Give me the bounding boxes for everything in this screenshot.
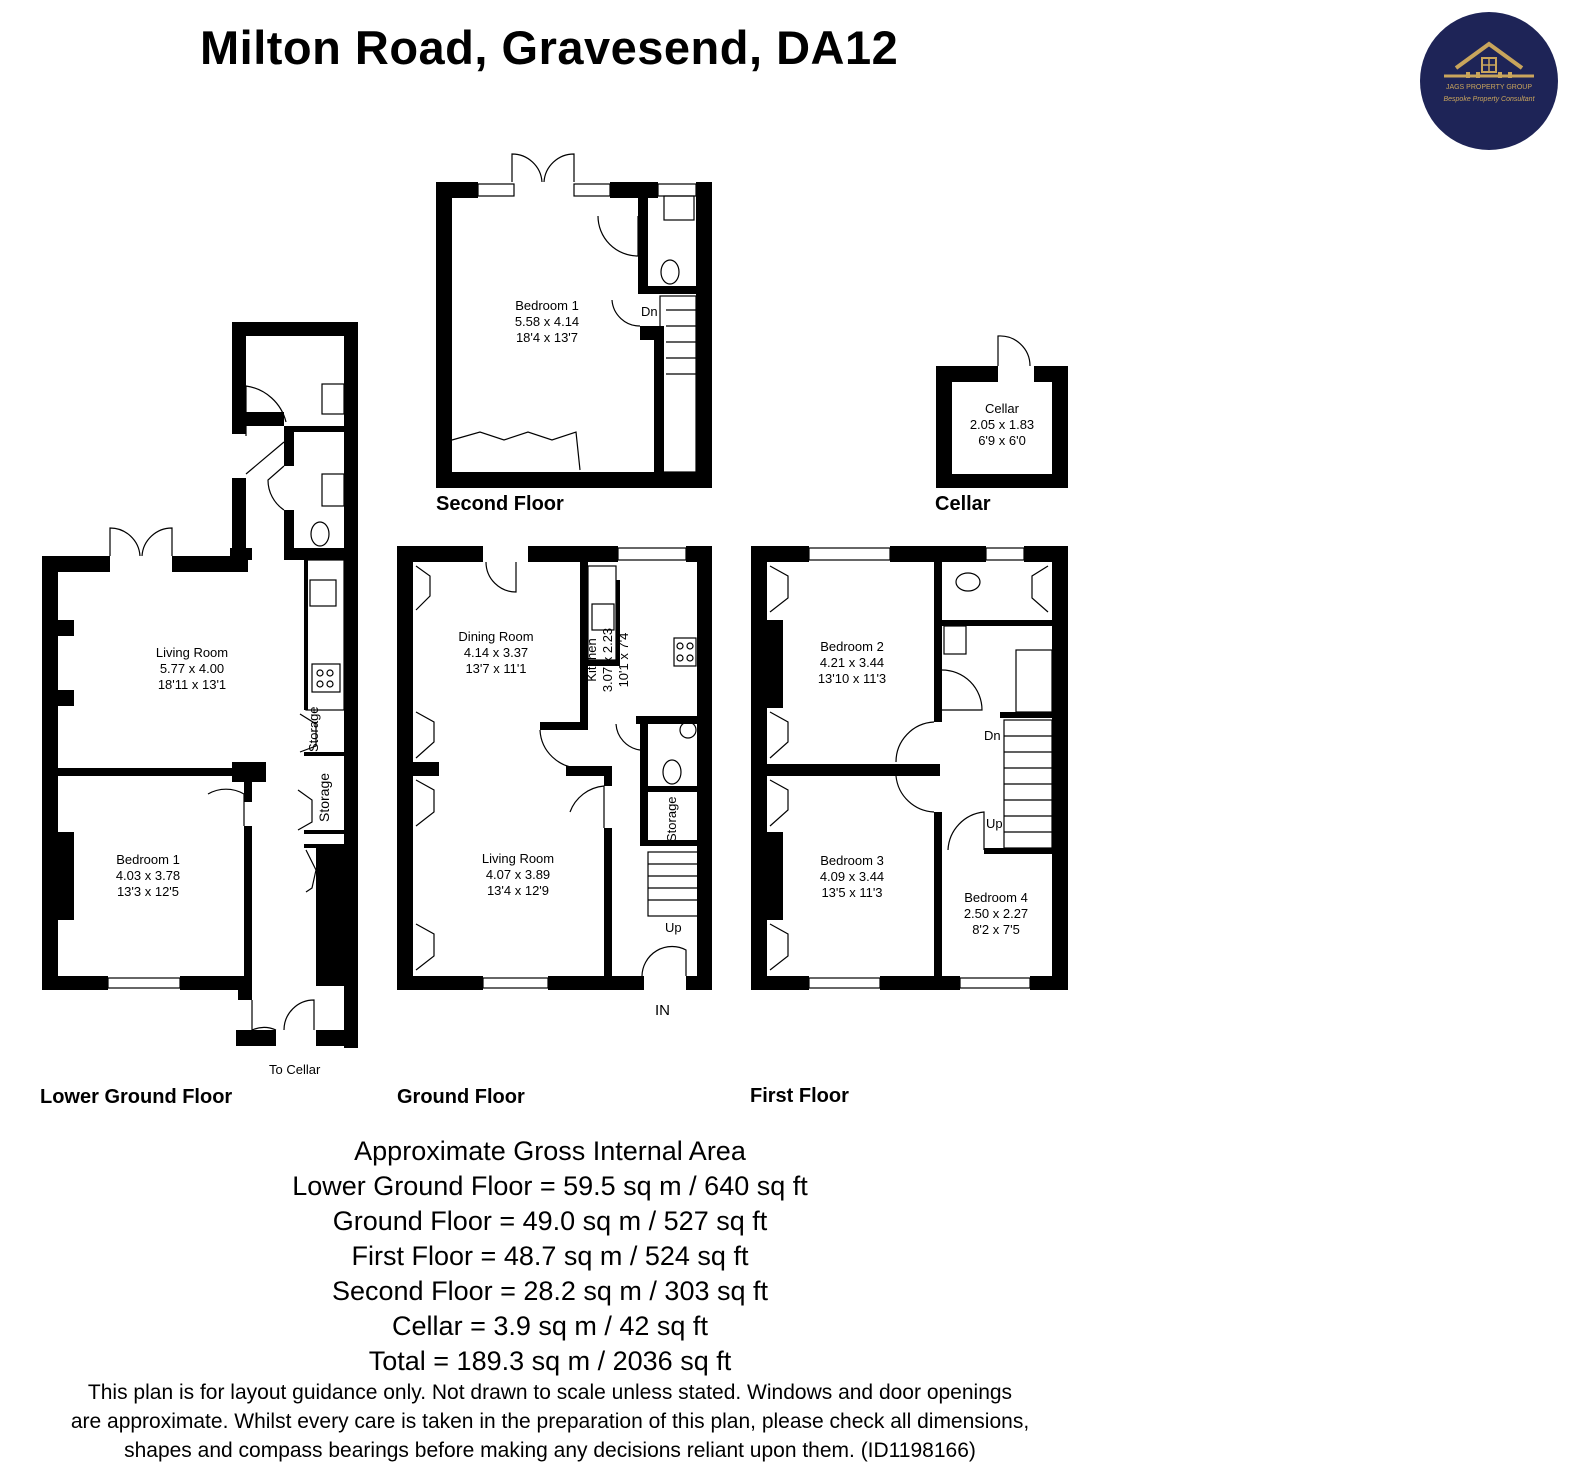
disclaimer-line: This plan is for layout guidance only. Not drawn to scale unless stated. Windows and door openings <box>87 1381 1013 1404</box>
room-metric: 4.07 x 3.89 <box>485 867 551 882</box>
area-summary <box>0 1134 1100 1379</box>
room-name: Living Room <box>155 645 229 660</box>
house-icon <box>1420 12 1558 150</box>
area-total: Total = 189.3 sq m / 2036 sq ft <box>368 1346 732 1376</box>
room-label <box>916 890 1076 938</box>
room-label <box>584 610 632 710</box>
area-line: Cellar = 3.9 sq m / 42 sq ft <box>392 1311 708 1341</box>
room-label <box>416 629 576 677</box>
room-metric: 5.77 x 4.00 <box>159 661 225 676</box>
room-name: Dining Room <box>458 629 534 644</box>
room-name: Bedroom 1 <box>515 298 579 313</box>
floor-label-lower-ground: Lower Ground Floor <box>40 1086 233 1108</box>
disclaimer <box>0 1378 1100 1465</box>
storage-label: Storage <box>664 796 679 842</box>
room-name: Cellar <box>985 401 1019 416</box>
room-imperial: 10'1 x 7'4 <box>616 632 631 688</box>
room-imperial: 13'3 x 12'5 <box>116 884 180 899</box>
area-line: Lower Ground Floor = 59.5 sq m / 640 sq ft <box>292 1171 808 1201</box>
room-name: Bedroom 1 <box>116 852 180 867</box>
room-imperial: 18'11 x 13'1 <box>157 677 227 692</box>
room-label <box>772 639 932 687</box>
stairs-up-label: Up <box>986 816 1003 831</box>
room-name: Bedroom 3 <box>820 853 884 868</box>
room-label <box>438 851 598 899</box>
logo-tagline: Bespoke Property Consultant <box>1443 96 1535 103</box>
company-logo <box>1420 12 1558 150</box>
room-metric: 2.50 x 2.27 <box>963 906 1029 921</box>
to-cellar-label: To Cellar <box>269 1062 321 1077</box>
floor-label-ground: Ground Floor <box>397 1086 525 1108</box>
storage-label: Storage <box>316 772 332 822</box>
logo-name: JAGS PROPERTY GROUP <box>1445 84 1533 91</box>
room-name: Kitchen <box>584 638 599 682</box>
room-label <box>467 298 627 346</box>
room-imperial: 8'2 x 7'5 <box>972 922 1020 937</box>
storage-label: Storage <box>306 706 321 752</box>
stairs-down-label: Dn <box>641 304 658 319</box>
stairs-down-label: Dn <box>984 728 1001 743</box>
room-imperial: 13'10 x 11'3 <box>817 671 887 686</box>
room-metric: 3.07 x 2.23 <box>600 627 615 693</box>
floor-label-cellar: Cellar <box>935 493 991 515</box>
area-heading: Approximate Gross Internal Area <box>354 1136 746 1166</box>
area-line: Second Floor = 28.2 sq m / 303 sq ft <box>332 1276 768 1306</box>
disclaimer-line: are approximate. Whilst every care is taken in the preparation of this plan, please check all dimensions, <box>70 1410 1030 1433</box>
entrance-label: IN <box>655 1002 670 1019</box>
room-metric: 4.14 x 3.37 <box>463 645 529 660</box>
room-imperial: 6'9 x 6'0 <box>978 433 1026 448</box>
room-imperial: 18'4 x 13'7 <box>515 330 579 345</box>
room-imperial: 13'5 x 11'3 <box>821 885 883 900</box>
room-metric: 4.03 x 3.78 <box>115 868 181 883</box>
room-name: Bedroom 4 <box>964 890 1028 905</box>
disclaimer-line: shapes and compass bearings before making any decisions reliant upon them. (ID1198166) <box>124 1439 976 1462</box>
room-metric: 2.05 x 1.83 <box>969 417 1035 432</box>
room-label <box>772 853 932 901</box>
area-line: First Floor = 48.7 sq m / 524 sq ft <box>351 1241 749 1271</box>
room-name: Living Room <box>481 851 555 866</box>
room-label <box>922 401 1082 449</box>
room-imperial: 13'7 x 11'1 <box>465 661 527 676</box>
room-label <box>112 645 272 693</box>
room-imperial: 13'4 x 12'9 <box>486 883 550 898</box>
room-metric: 5.58 x 4.14 <box>514 314 580 329</box>
stairs-up-label: Up <box>665 920 682 935</box>
room-label <box>68 852 228 900</box>
area-line: Ground Floor = 49.0 sq m / 527 sq ft <box>332 1206 768 1236</box>
page-title: Milton Road, Gravesend, DA12 <box>200 21 899 74</box>
room-metric: 4.09 x 3.44 <box>819 869 885 884</box>
floor-label-second: Second Floor <box>436 493 564 515</box>
room-name: Bedroom 2 <box>820 639 884 654</box>
room-metric: 4.21 x 3.44 <box>819 655 885 670</box>
floor-label-first: First Floor <box>750 1085 849 1107</box>
